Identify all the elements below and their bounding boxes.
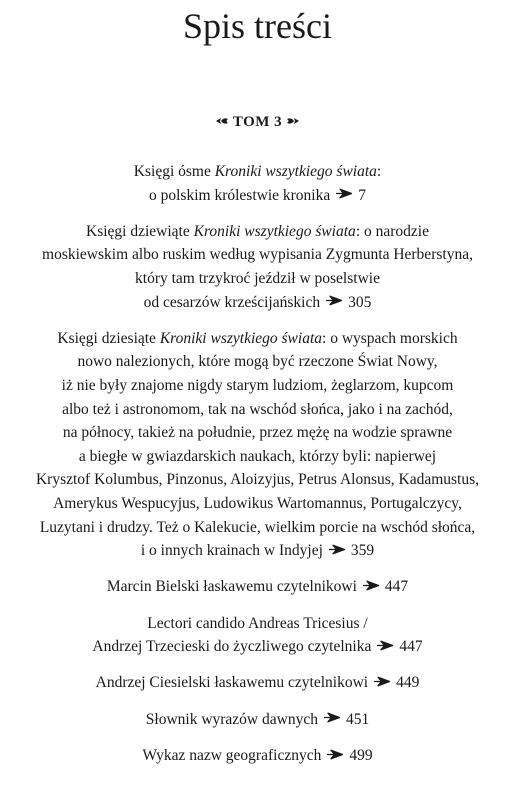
toc-entry[interactable] [0,708,515,732]
entry-text: o polskim królestwie kronika [149,186,331,204]
toc-entry[interactable] [0,160,515,208]
arrow-right-icon [374,671,391,695]
entry-text: który tam trzykroć jeździł w poselstwie [135,270,380,288]
toc-entry-line [0,220,515,244]
entry-text: Andrzej Ciesielski łaskawemu czytelnikowi [95,674,369,692]
entry-text: Marcin Bielski łaskawemu czytelnikowi [106,578,357,596]
arrow-right-icon [326,290,343,314]
entry-text: na północy, takież na południe, przez mężę na wodzie sprawne [62,424,453,442]
toc-entry[interactable] [0,671,515,695]
volume-label: TOM 3 [232,114,283,130]
entry-work-title: Kroniki wszytkiego świata [193,222,356,240]
entry-text: Księgi dziewiąte [86,222,194,240]
entry-text: : [376,163,382,180]
toc-entry-line [0,445,515,469]
toc-entry-line [0,744,515,768]
arrow-right-icon [363,575,380,599]
page-number: 447 [384,578,409,596]
toc-entry[interactable] [0,575,515,599]
arrow-right-icon [324,707,341,731]
toc-entry-line [0,160,515,184]
fleuron-right-icon [286,112,300,132]
entry-text: Krysztof Kolumbus, Pinzonus, Aloizyjus, Petrus Alonsus, Kadamustus, [35,471,480,489]
toc-entry-line [0,243,515,267]
toc-entry-line [0,291,515,315]
arrow-right-icon [329,539,346,563]
toc-entry[interactable] [0,327,515,564]
entry-text: iż nie były znajome nigdy starym ludziom, żeglarzom, kupcom [61,377,454,395]
entry-text: i o innych krainach w Indyjej [140,542,323,560]
entry-text: Luzytani i drudzy. Też o Kalekucie, wielkim porcie na wschód słońca, [39,518,476,536]
toc-entry-line [0,516,515,540]
arrow-right-icon [336,183,353,207]
toc-entry[interactable] [0,220,515,315]
entry-text: albo też i astronomom, tak na wschód słońca, jako i na zachód, [62,400,453,418]
toc-entry-line [0,374,515,398]
entry-text: od cesarzów krześcijańskich [143,293,321,311]
entry-text: : o wyspach morskich [322,329,458,347]
toc-entry-line [0,350,515,374]
entry-text: a biegłe w gwiazdarskich naukach, którzy byli: napierwej [78,447,437,465]
toc-entry-line [0,468,515,492]
toc-entry-line [0,539,515,563]
entry-text: Andrzej Trzecieski do życzliwego czytelnika [92,638,372,656]
page-number: 449 [396,674,420,692]
toc-entry-line [0,327,515,351]
entry-text: Księgi dziesiąte [57,329,160,347]
page-number: 499 [349,746,373,764]
entry-text: moskiewskim albo ruskim według wypisania Zygmunta Herberstyna, [42,246,473,264]
entry-work-title: Kroniki wszytkiego świata [159,329,323,347]
toc-entry-line [0,421,515,445]
entry-text: nowo nalezionych, które mogą być rzeczone Świat Nowy, [77,353,438,371]
toc-entry-line [0,398,515,422]
entry-work-title: Kroniki wszytkiego świata [214,163,377,180]
page-number: 451 [345,710,370,728]
arrow-right-icon [327,744,344,768]
entry-text: Księgi ósme [133,163,215,180]
entry-text: : o narodzie [355,222,429,240]
table-of-contents [0,160,515,768]
toc-entry-line [0,612,515,636]
toc-entry[interactable] [0,612,515,660]
toc-entry-line [0,671,515,695]
toc-entry-line [0,184,515,208]
entry-text: Wykaz nazw geograficznych [142,746,322,764]
toc-entry-line [0,708,515,732]
toc-entry[interactable] [0,744,515,768]
page-number: 359 [350,542,375,560]
page-number: 447 [399,638,423,656]
page-number: 305 [348,293,372,311]
volume-heading [0,112,515,133]
toc-entry-line [0,575,515,599]
entry-text: Amerykus Wespucyjus, Ludowikus Wartomannus, Portugalczycy, [53,495,462,512]
arrow-right-icon [377,635,394,659]
entry-text: Słownik wyrazów dawnych [145,710,318,728]
toc-entry-line [0,267,515,291]
fleuron-left-icon [215,112,229,132]
page-number: 7 [358,186,366,204]
page-title: Spis treści [183,6,332,46]
toc-entry-line [0,635,515,659]
entry-text: Lectori candido Andreas Tricesius / [147,614,368,632]
toc-entry-line [0,492,515,516]
